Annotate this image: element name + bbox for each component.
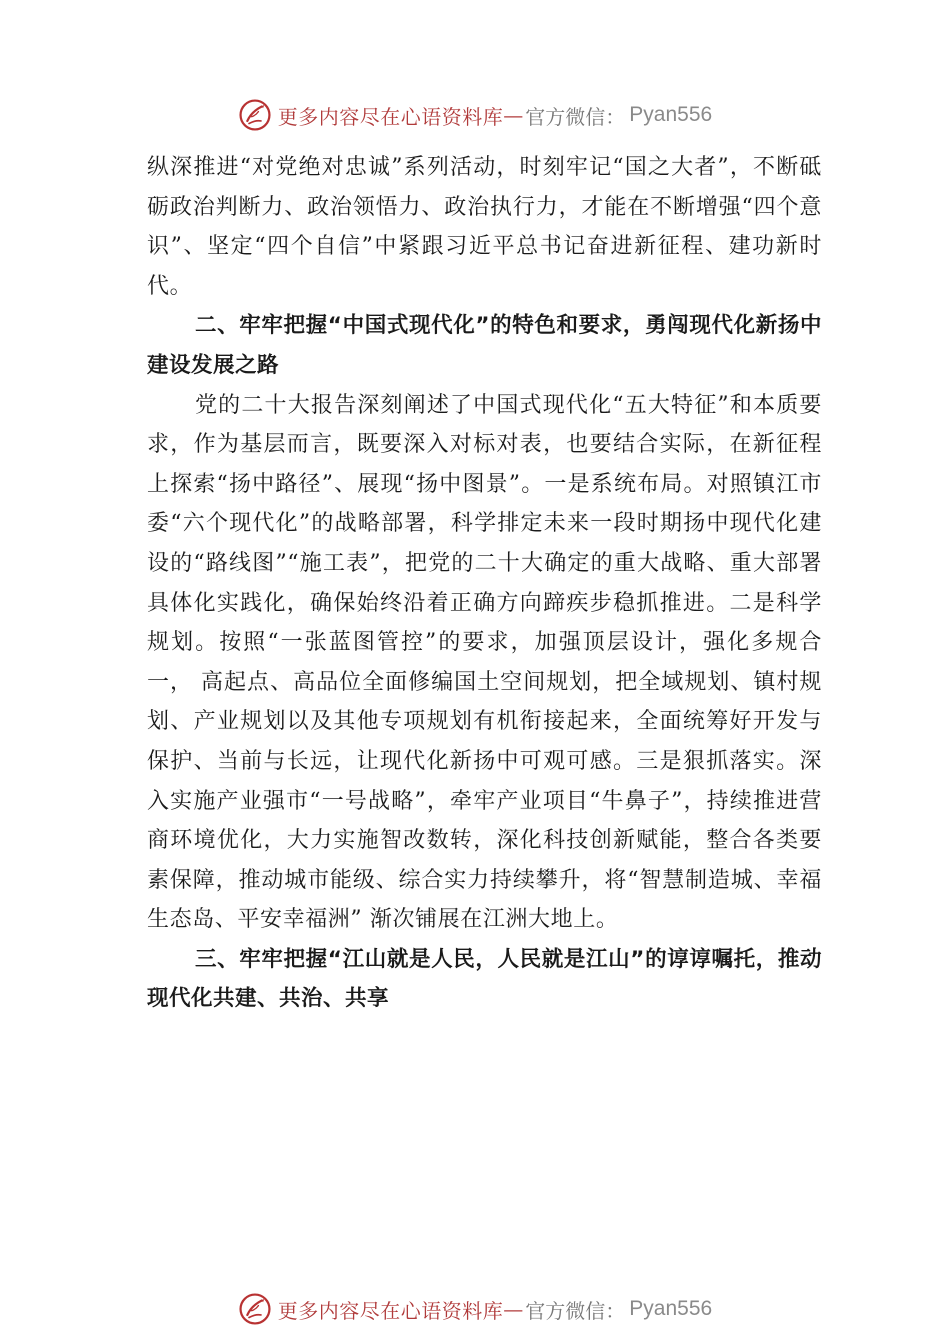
paragraph-continuation: 纵深推进“对党绝对忠诚”系列活动，时刻牢记“国之大者”，不断砥砺政治判断力、政治领悟力、政治执行力，才能在不断增强“四个意识”、坚定“四个自信”中紧跟习近平总书记奋进新征程、建功新时代。 [147,155,822,299]
pen-logo-icon [238,1292,272,1326]
banner-wechat-label: 官方微信： [525,104,626,129]
banner-separator: — [503,103,524,127]
banner-library-text: 更多内容尽在心语资料库 [277,1298,504,1323]
document-body [147,148,822,1019]
banner-library-text: 更多内容尽在心语资料库 [277,104,504,129]
banner-wechat-label: 官方微信： [525,1298,626,1323]
footer-banner [0,1289,950,1329]
paragraph-body: 党的二十大报告深刻阐述了中国式现代化“五大特征”和本质要求，作为基层而言，既要深入对标对表，也要结合实际，在新征程上探索“扬中路径”、展现“扬中图景”。一是系统布局。对照镇江市委“六个现代化”的战略部署，科学排定未来一段时期扬中现代化建设的“路线图”“施工表”，把党的二十大确定的重大战略、重大部署具体化实践化，确保始终沿着正确方向蹄疾步稳抓推进。二是科学规划。按照“一张蓝图管控”的要求，加强顶层设计，强化多规合一， 高起点、高品位全面修编国土空间规划，把全域规划、镇村规划、产业规划以及其他专项规划有机衔接起来，全面统筹好开发与保护、当前与长远，让现代化新扬中可观可感。三是狠抓落实。深入实施产业强市“一号战略”，牵牢产业项目“牛鼻子”，持续推进营商环境优化，大力实施智改数转，深化科技创新赋能，整合各类要素保障，推动城市能级、综合实力持续攀升，将“智慧制造城、幸福生态岛、平安幸福洲” 渐次铺展在江洲大地上。 [147,392,822,933]
section-heading-3: 三、牢牢把握“江山就是人民，人民就是江山”的谆谆嘱托，推动现代化共建、共治、共享 [147,946,822,1012]
pen-logo-icon [238,98,272,132]
header-banner [0,95,950,135]
banner-wechat-id: Pyan556 [629,103,713,126]
banner-wechat-id: Pyan556 [629,1297,713,1320]
banner-separator: — [503,1297,524,1321]
section-heading-2: 二、牢牢把握“中国式现代化”的特色和要求，勇闯现代化新扬中建设发展之路 [147,313,822,378]
